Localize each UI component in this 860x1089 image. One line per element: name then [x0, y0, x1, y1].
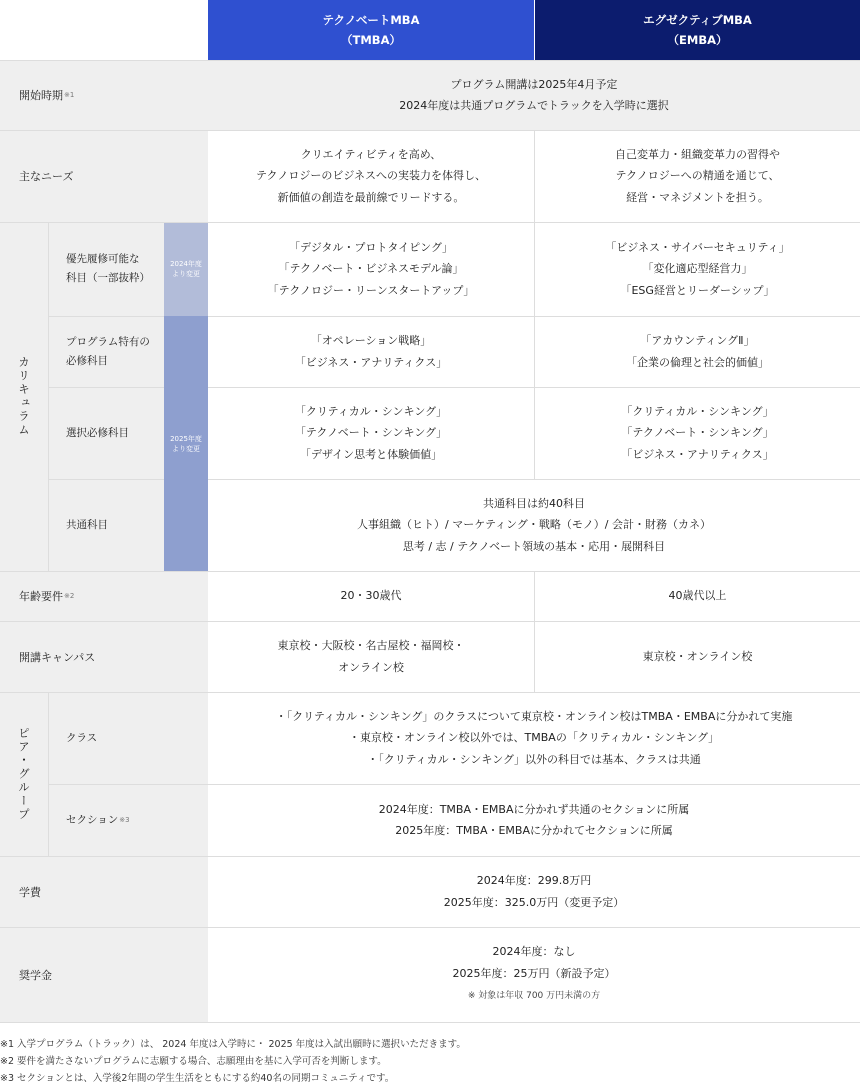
- common-line-2: 人事組織（ヒト）/ マーケティング・戦略（モノ）/ 会計・財務（カネ）: [357, 518, 711, 532]
- sublabel-elective: [48, 387, 164, 479]
- emba-header-name: エグゼクティブMBA: [643, 13, 752, 27]
- emba-header-abbr: （EMBA）: [667, 33, 728, 47]
- priority-tmba-line-1: 「デジタル・プロトタイピング」: [289, 240, 453, 254]
- elective-tmba-line-1: 「クリティカル・シンキング」: [294, 404, 448, 418]
- badge-2025-line-2: より変更: [171, 444, 200, 453]
- elective-tmba-line-2: 「テクノベート・シンキング」: [294, 426, 448, 440]
- required-emba-line-2: 「企業の倫理と社会的価値」: [626, 355, 769, 369]
- scholarship-label-text: 奨学金: [19, 968, 52, 982]
- class-label-text: クラス: [66, 731, 98, 744]
- campus-label-text: 開講キャンパス: [19, 650, 96, 664]
- start-line-1: プログラム開講は2025年4月予定: [450, 77, 618, 91]
- elective-emba-line-3: 「ビジネス・アナリティクス」: [621, 447, 774, 461]
- row-divider: [0, 60, 860, 61]
- priority-tmba-line-2: 「テクノベート・ビジネスモデル論」: [278, 262, 464, 276]
- needs-emba-line-2: テクノロジーへの精通を通じて、: [615, 169, 780, 183]
- row-label-tuition: [0, 856, 208, 927]
- footnotes: [0, 1036, 860, 1087]
- needs-tmba-line-2: テクノロジーのビジネスへの実装力を体得し、: [255, 169, 486, 183]
- age-tmba: [208, 571, 534, 621]
- elective-label-text: 選択必修科目: [66, 426, 129, 439]
- badge-2024-line-1: 2024年度: [170, 260, 202, 268]
- row-divider: [0, 571, 860, 572]
- badge-changed-2025: [164, 316, 208, 571]
- priority-emba-line-2: 「変化適応型経営力」: [642, 262, 753, 276]
- age-emba: [535, 571, 860, 621]
- needs-tmba-line-3: 新価値の創造を最前線でリードする。: [277, 190, 465, 204]
- badge-changed-2024: [164, 222, 208, 316]
- class-content: [208, 692, 860, 784]
- class-line-3: ・「クリティカル・シンキング」以外の科目では基本、クラスは共通: [367, 752, 701, 766]
- required-emba: [535, 316, 860, 387]
- elective-tmba: [208, 387, 534, 479]
- sublabel-required: [48, 316, 164, 387]
- row-label-needs: [0, 130, 208, 222]
- age-emba-value: 40歳代以上: [668, 589, 727, 603]
- needs-label-text: 主なニーズ: [19, 170, 74, 183]
- common-line-1: 共通科目は約40科目: [483, 496, 585, 510]
- emba-header: [535, 0, 860, 60]
- row-divider: [0, 927, 860, 928]
- elective-emba-line-2: 「テクノベート・シンキング」: [621, 426, 774, 440]
- tmba-header: [208, 0, 534, 60]
- sublabel-priority: [48, 222, 164, 316]
- start-footnote-mark: ※1: [64, 91, 75, 99]
- start-label-text: 開始時期: [19, 89, 63, 102]
- priority-emba-line-3: 「ESG経営とリーダーシップ」: [620, 283, 775, 297]
- tmba-header-name: テクノベートMBA: [322, 13, 420, 27]
- row-divider: [0, 621, 860, 622]
- priority-emba: [535, 222, 860, 316]
- row-divider: [208, 479, 860, 480]
- section-line-2: 2025年度：TMBA・EMBAに分かれてセクションに所属: [395, 824, 673, 837]
- class-line-1: ・「クリティカル・シンキング」のクラスについて東京校・オンライン校はTMBA・EMBAに分かれて実施: [275, 709, 793, 723]
- row-label-age: [0, 571, 208, 621]
- needs-emba-line-3: 経営・マネジメントを担う。: [626, 190, 769, 204]
- footnote-3: ※3 セクションとは、入学後2年間の学生生活をともにする約40名の同期コミュニティです。: [0, 1073, 395, 1084]
- start-content: [208, 60, 860, 130]
- required-label-line-2: 必修科目: [66, 354, 108, 367]
- sublabel-class: [48, 692, 208, 784]
- tuition-line-2: 2025年度：325.0万円（変更予定）: [443, 895, 625, 909]
- row-divider: [0, 856, 860, 857]
- row-divider: [48, 316, 164, 317]
- priority-label-line-2: 科目（一部抜粋）: [66, 272, 150, 284]
- elective-tmba-line-3: 「デザイン思考と体験価値」: [299, 447, 443, 461]
- row-label-campus: [0, 621, 208, 692]
- campus-emba: [535, 621, 860, 692]
- age-footnote-mark: ※2: [64, 592, 75, 600]
- start-line-2: 2024年度は共通プログラムでトラックを入学時に選択: [399, 99, 669, 112]
- required-label-line-1: プログラム特有の: [66, 335, 150, 348]
- column-divider: [48, 222, 49, 571]
- elective-emba-line-1: 「クリティカル・シンキング」: [621, 404, 774, 418]
- age-label-text: 年齢要件: [19, 590, 63, 603]
- section-footnote-mark: ※3: [119, 815, 130, 824]
- required-tmba-line-1: 「オペレーション戦略」: [310, 334, 432, 347]
- row-label-start: [0, 60, 208, 130]
- footnote-2: ※2 要件を満たさないプログラムに志願する場合、志願理由を基に入学可否を判断します。: [0, 1056, 387, 1067]
- badge-2025-line-1: 2025年度: [170, 434, 202, 443]
- needs-tmba-line-1: クリエイティビティを高め、: [300, 147, 442, 161]
- tuition-label-text: 学費: [19, 885, 41, 899]
- priority-tmba: [208, 222, 534, 316]
- required-emba-line-1: 「アカウンティングⅡ」: [640, 334, 755, 347]
- priority-emba-line-1: 「ビジネス・サイバーセキュリティ」: [605, 240, 790, 254]
- row-divider: [48, 784, 860, 785]
- scholarship-note: ※ 対象は年収 700 万円未満の方: [467, 991, 601, 1002]
- row-divider: [48, 479, 164, 480]
- campus-tmba-line-2: オンライン校: [338, 660, 404, 674]
- sublabel-section: [48, 784, 208, 856]
- common-content: [208, 479, 860, 571]
- section-line-1: 2024年度：TMBA・EMBAに分かれず共通のセクションに所属: [378, 802, 690, 816]
- class-line-2: ・東京校・オンライン校以外では、TMBAの「クリティカル・シンキング」: [348, 731, 720, 745]
- scholarship-line-1: 2024年度：なし: [492, 945, 576, 959]
- priority-label-line-1: 優先履修可能な: [66, 253, 140, 265]
- elective-emba: [535, 387, 860, 479]
- common-line-3: 思考 / 志 / テクノベート領域の基本・応用・展開科目: [402, 539, 666, 553]
- row-divider: [0, 222, 860, 223]
- tuition-line-1: 2024年度：299.8万円: [476, 874, 592, 887]
- column-divider: [534, 130, 535, 479]
- age-tmba-value: 20・30歳代: [340, 589, 402, 603]
- tmba-header-abbr: （TMBA）: [341, 33, 401, 47]
- needs-emba-line-1: 自己変革力・組織変革力の習得や: [615, 147, 780, 161]
- row-divider: [48, 387, 164, 388]
- peer-label-text: ピア・グループ: [17, 726, 31, 822]
- scholarship-line-2: 2025年度：25万円（新設予定）: [452, 966, 616, 980]
- column-divider: [48, 692, 49, 856]
- column-divider: [534, 571, 535, 692]
- row-label-peer-group: [0, 692, 48, 856]
- footnote-1: ※1 入学プログラム（トラック）は、 2024 年度は入学時に・ 2025 年度は入試出願時に選択いただきます。: [0, 1039, 466, 1050]
- section-label-text: セクション: [66, 813, 119, 826]
- campus-tmba-line-1: 東京校・大阪校・名古屋校・福岡校・: [277, 639, 465, 652]
- campus-tmba: [208, 621, 534, 692]
- row-label-curriculum: [0, 222, 48, 571]
- section-content: [208, 784, 860, 856]
- sublabel-common: [48, 479, 164, 571]
- curriculum-label-text: カリキュラム: [17, 356, 31, 437]
- needs-tmba: [208, 130, 534, 222]
- row-divider: [0, 130, 860, 131]
- tuition-content: [208, 856, 860, 927]
- row-divider: [0, 1022, 860, 1023]
- common-label-text: 共通科目: [66, 518, 108, 531]
- row-label-scholarship: [0, 927, 208, 1022]
- scholarship-content: [208, 927, 860, 1022]
- campus-emba-value: 東京校・オンライン校: [642, 649, 753, 663]
- row-divider: [0, 692, 860, 693]
- badge-2024-line-2: より変更: [171, 270, 200, 278]
- required-tmba-line-2: 「ビジネス・アナリティクス」: [294, 355, 448, 369]
- priority-tmba-line-3: 「テクノロジー・リーンスタートアップ」: [267, 283, 475, 297]
- needs-emba: [535, 130, 860, 222]
- required-tmba: [208, 316, 534, 387]
